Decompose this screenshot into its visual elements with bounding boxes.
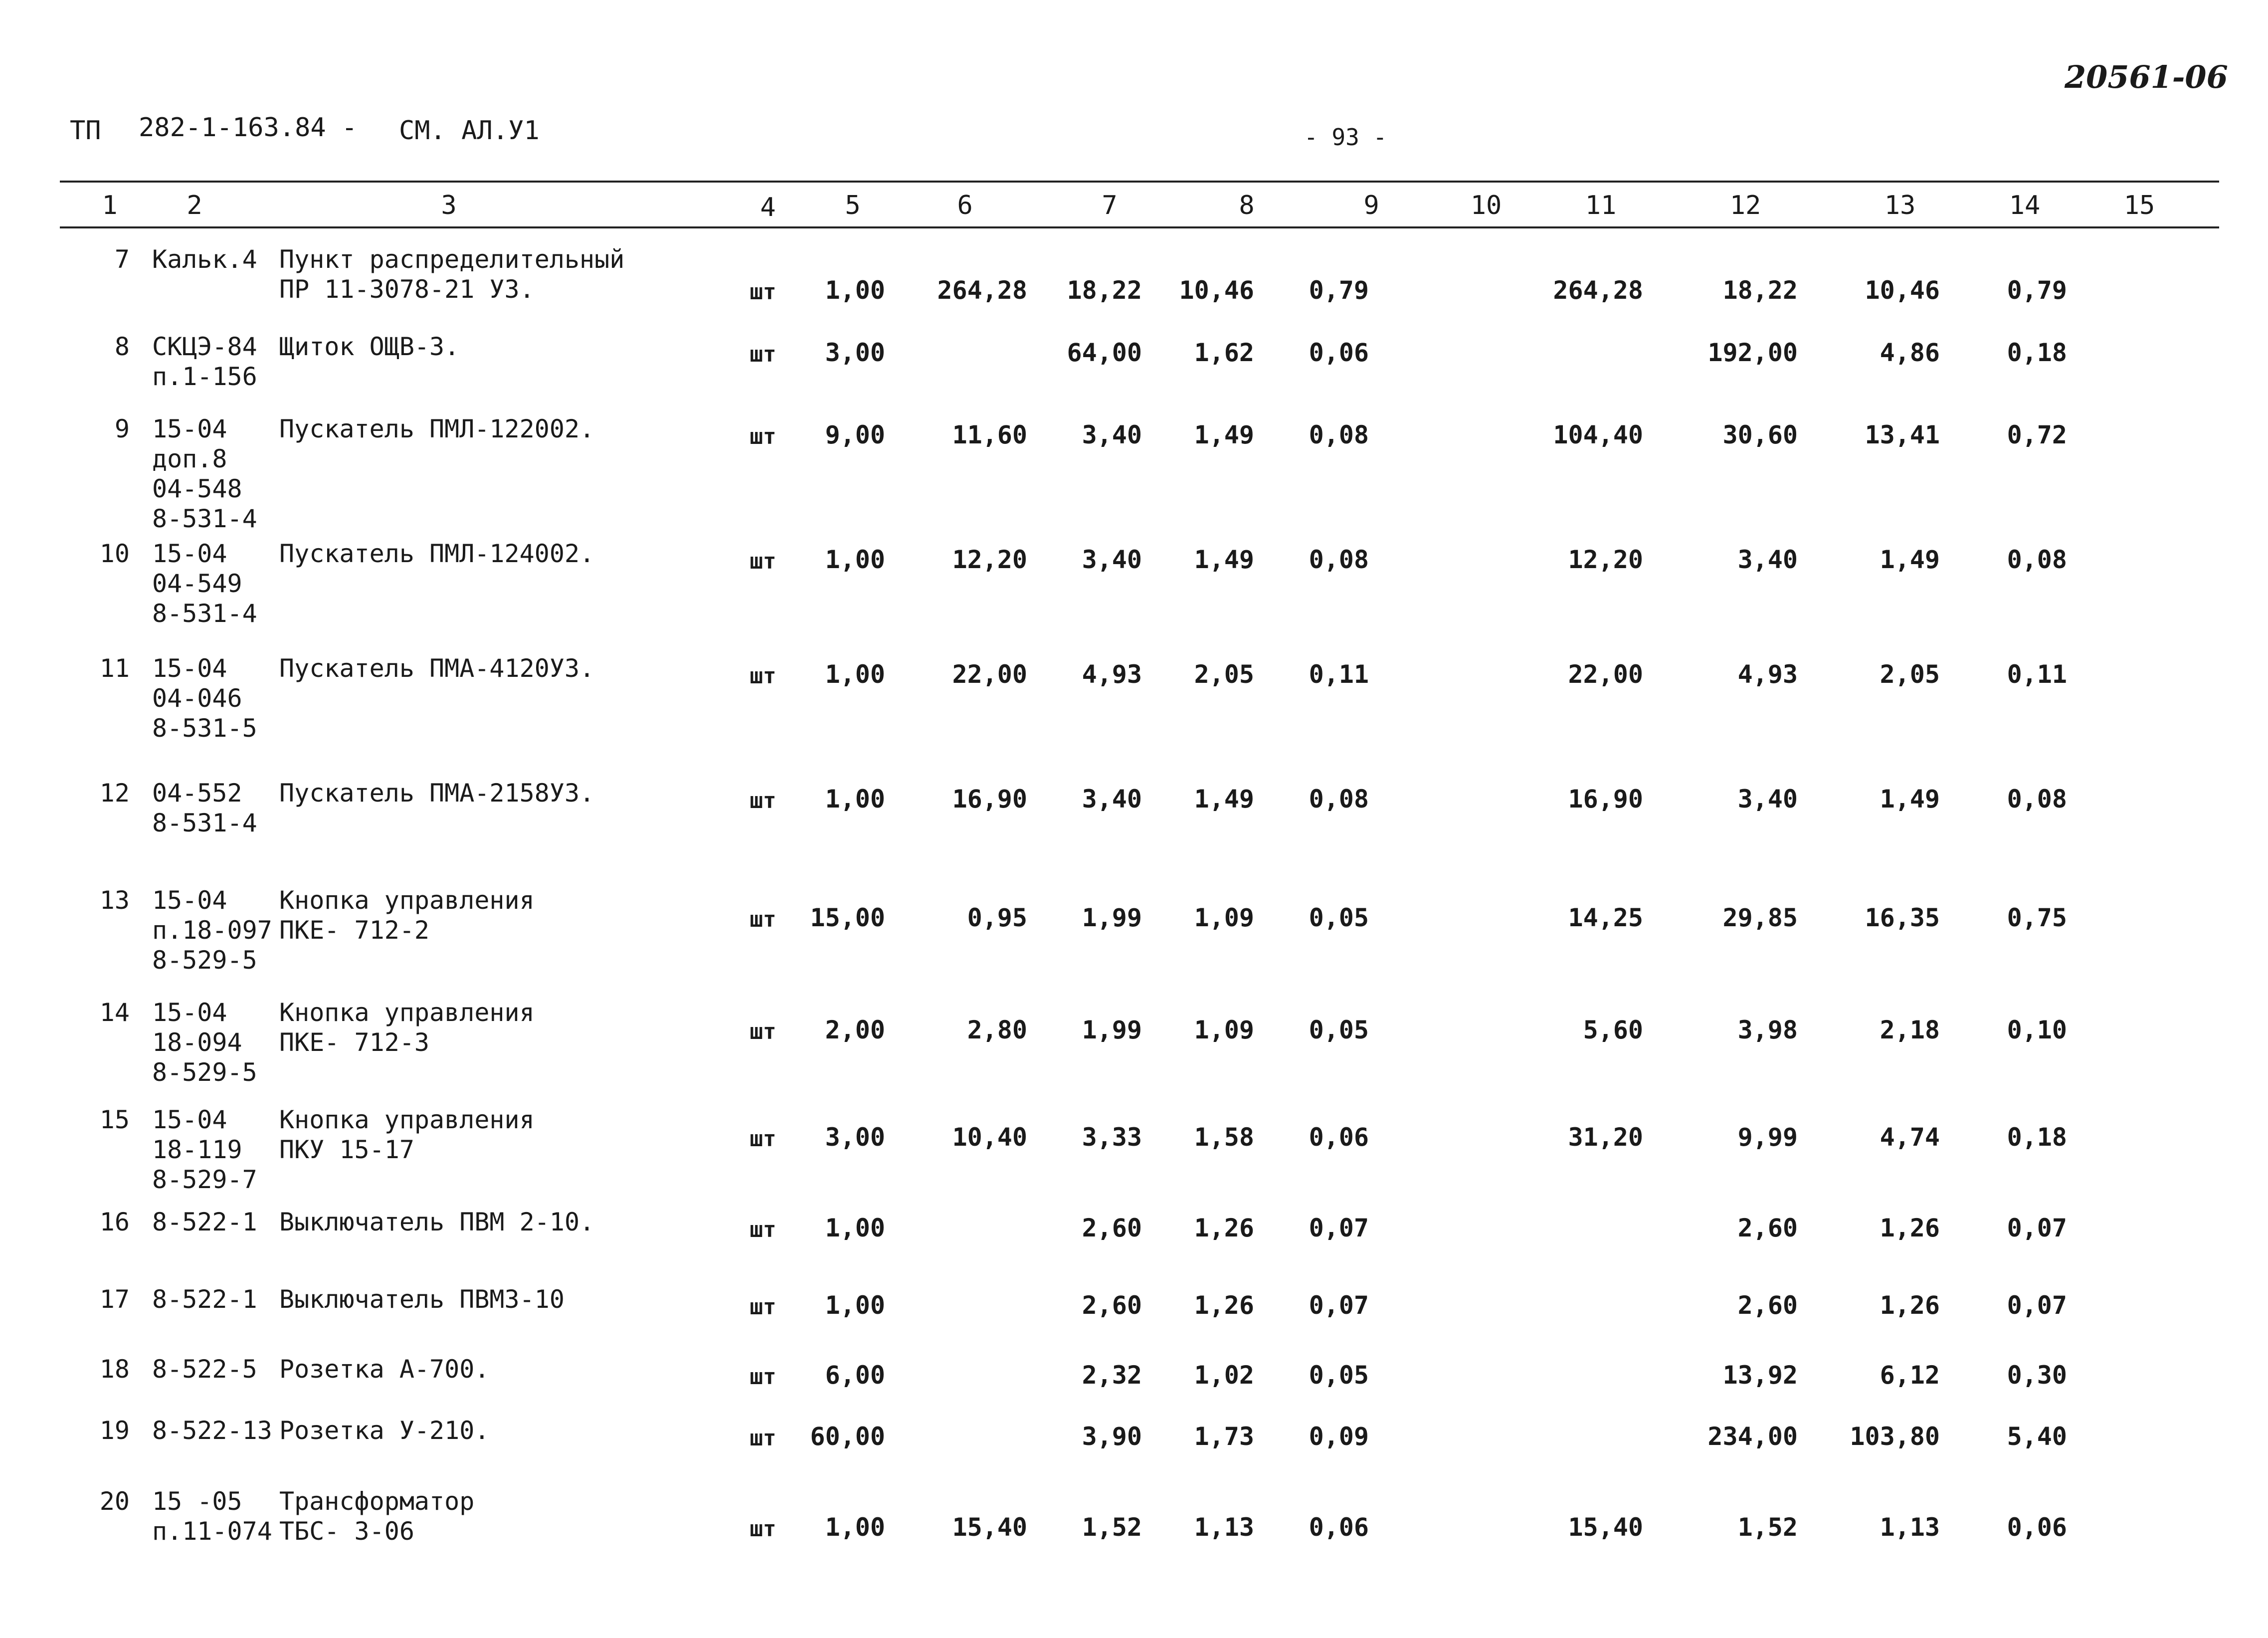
row-number: 14 bbox=[99, 998, 130, 1027]
row-value-c5: 1,00 bbox=[825, 276, 885, 305]
row-value-c11: 31,20 bbox=[1568, 1123, 1643, 1152]
table-top-rule bbox=[60, 181, 2219, 183]
row-code-line: доп.8 bbox=[152, 444, 227, 473]
row-value-c5: 2,00 bbox=[825, 1016, 885, 1044]
document-code: 282-1-163.84 - bbox=[139, 113, 358, 143]
row-value-c9: 0,07 bbox=[1309, 1214, 1369, 1242]
row-number: 19 bbox=[99, 1416, 130, 1445]
row-name-line: Пускатель ПМА-4120У3. bbox=[279, 654, 595, 683]
row-name-line: Трансформатор bbox=[279, 1487, 475, 1516]
col-header-12: 12 bbox=[1729, 191, 1761, 220]
row-code-line: 04-552 bbox=[152, 779, 242, 808]
row-unit: шт bbox=[750, 1126, 776, 1152]
row-code-line: 8-531-5 bbox=[152, 714, 257, 743]
row-unit: шт bbox=[750, 279, 776, 305]
corner-archive-mark: 20561-06 bbox=[2065, 59, 2228, 95]
row-name-line: Пускатель ПМЛ-124002. bbox=[279, 539, 595, 568]
row-value-c9: 0,08 bbox=[1309, 785, 1369, 814]
table-header-rule bbox=[60, 226, 2219, 228]
col-header-13: 13 bbox=[1884, 191, 1916, 220]
row-value-c14: 0,07 bbox=[2007, 1291, 2067, 1320]
row-value-c14: 0,79 bbox=[2007, 276, 2067, 305]
row-code-line: п.11-074 bbox=[152, 1517, 272, 1546]
row-value-c14: 0,75 bbox=[2007, 903, 2067, 932]
row-value-c6: 264,28 bbox=[937, 276, 1027, 305]
row-value-c7: 3,33 bbox=[1082, 1123, 1142, 1152]
row-value-c8: 1,49 bbox=[1194, 420, 1254, 449]
row-value-c11: 22,00 bbox=[1568, 660, 1643, 689]
row-value-c13: 1,26 bbox=[1880, 1291, 1940, 1320]
row-value-c7: 3,90 bbox=[1082, 1422, 1142, 1451]
col-header-9: 9 bbox=[1363, 191, 1379, 220]
row-code-line: 8-522-1 bbox=[152, 1285, 257, 1314]
row-value-c14: 0,18 bbox=[2007, 1123, 2067, 1152]
row-value-c13: 1,26 bbox=[1880, 1214, 1940, 1242]
row-value-c12: 3,40 bbox=[1737, 545, 1798, 574]
row-value-c9: 0,09 bbox=[1309, 1422, 1369, 1451]
row-code-line: 15 -05 bbox=[152, 1487, 242, 1516]
row-value-c8: 1,49 bbox=[1194, 545, 1254, 574]
row-value-c9: 0,06 bbox=[1309, 338, 1369, 367]
row-name-line: ТБС- 3-06 bbox=[279, 1517, 414, 1546]
row-value-c8: 1,26 bbox=[1194, 1214, 1254, 1242]
row-code-line: 04-549 bbox=[152, 569, 242, 598]
row-value-c8: 1,09 bbox=[1194, 903, 1254, 932]
row-value-c13: 1,49 bbox=[1880, 545, 1940, 574]
sheet-reference: СМ. АЛ.У1 bbox=[399, 116, 540, 146]
row-value-c13: 1,49 bbox=[1880, 785, 1940, 814]
row-value-c8: 1,73 bbox=[1194, 1422, 1254, 1451]
row-value-c6: 11,60 bbox=[952, 420, 1027, 449]
row-code-line: СКЦЭ-84 bbox=[152, 332, 257, 361]
row-name-line: Кнопка управления bbox=[279, 886, 535, 915]
row-value-c7: 3,40 bbox=[1082, 545, 1142, 574]
row-unit: шт bbox=[750, 1516, 776, 1542]
row-name-line: ПКУ 15-17 bbox=[279, 1135, 414, 1164]
row-code-line: 04-548 bbox=[152, 474, 242, 503]
row-value-c7: 2,32 bbox=[1082, 1361, 1142, 1390]
row-code-line: 8-522-13 bbox=[152, 1416, 272, 1445]
row-value-c14: 0,72 bbox=[2007, 420, 2067, 449]
row-code-line: п.1-156 bbox=[152, 362, 257, 391]
row-value-c12: 30,60 bbox=[1722, 420, 1798, 449]
row-code-line: 8-531-4 bbox=[152, 504, 257, 533]
row-value-c8: 1,09 bbox=[1194, 1016, 1254, 1044]
row-value-c9: 0,05 bbox=[1309, 1361, 1369, 1390]
row-name-line: Выключатель ПВМ3-10 bbox=[279, 1285, 565, 1314]
row-value-c6: 10,40 bbox=[952, 1123, 1027, 1152]
row-name-line: ПР 11-3078-21 У3. bbox=[279, 275, 535, 304]
row-value-c14: 0,18 bbox=[2007, 338, 2067, 367]
row-name-line: Пункт распределительный bbox=[279, 245, 625, 274]
row-number: 9 bbox=[114, 414, 130, 443]
row-value-c14: 0,06 bbox=[2007, 1513, 2067, 1542]
row-value-c12: 192,00 bbox=[1707, 338, 1798, 367]
row-value-c12: 9,99 bbox=[1737, 1123, 1798, 1152]
row-value-c12: 4,93 bbox=[1737, 660, 1798, 689]
row-value-c6: 22,00 bbox=[952, 660, 1027, 689]
row-value-c5: 6,00 bbox=[825, 1361, 885, 1390]
row-value-c9: 0,06 bbox=[1309, 1513, 1369, 1542]
row-value-c9: 0,08 bbox=[1309, 545, 1369, 574]
row-value-c9: 0,06 bbox=[1309, 1123, 1369, 1152]
row-code-line: 8-531-4 bbox=[152, 599, 257, 628]
row-value-c8: 2,05 bbox=[1194, 660, 1254, 689]
row-code-line: 18-119 bbox=[152, 1135, 242, 1164]
row-unit: шт bbox=[750, 663, 776, 689]
row-value-c6: 12,20 bbox=[952, 545, 1027, 574]
row-code-line: 8-529-5 bbox=[152, 946, 257, 975]
row-code-line: 15-04 bbox=[152, 886, 227, 915]
row-number: 8 bbox=[114, 332, 130, 361]
row-number: 18 bbox=[99, 1355, 130, 1384]
row-code-line: п.18-097 bbox=[152, 916, 272, 945]
row-unit: шт bbox=[750, 1217, 776, 1242]
row-name-line: Кнопка управления bbox=[279, 998, 535, 1027]
row-value-c11: 16,90 bbox=[1568, 785, 1643, 814]
row-value-c8: 10,46 bbox=[1179, 276, 1254, 305]
row-value-c5: 1,00 bbox=[825, 545, 885, 574]
row-value-c8: 1,62 bbox=[1194, 338, 1254, 367]
col-header-7: 7 bbox=[1102, 191, 1118, 220]
row-value-c5: 1,00 bbox=[825, 1291, 885, 1320]
row-name-line: Выключатель ПВМ 2-10. bbox=[279, 1208, 595, 1236]
col-header-3: 3 bbox=[441, 191, 457, 220]
row-code-line: 15-04 bbox=[152, 1105, 227, 1134]
row-value-c11: 264,28 bbox=[1553, 276, 1643, 305]
row-value-c13: 10,46 bbox=[1865, 276, 1940, 305]
row-code-line: 15-04 bbox=[152, 539, 227, 568]
row-name-line: ПКЕ- 712-2 bbox=[279, 916, 430, 945]
row-code-line: 8-531-4 bbox=[152, 809, 257, 837]
row-unit: шт bbox=[750, 424, 776, 449]
row-number: 11 bbox=[99, 654, 130, 683]
row-value-c7: 18,22 bbox=[1067, 276, 1142, 305]
row-number: 12 bbox=[99, 779, 130, 808]
row-value-c11: 14,25 bbox=[1568, 903, 1643, 932]
col-header-14: 14 bbox=[2009, 191, 2041, 220]
row-number: 16 bbox=[99, 1208, 130, 1236]
row-value-c7: 4,93 bbox=[1082, 660, 1142, 689]
row-code-line: 8-522-1 bbox=[152, 1208, 257, 1236]
row-value-c8: 1,26 bbox=[1194, 1291, 1254, 1320]
col-header-4: 4 bbox=[760, 193, 776, 222]
row-value-c7: 64,00 bbox=[1067, 338, 1142, 367]
row-number: 10 bbox=[99, 539, 130, 568]
page-number: - 93 - bbox=[1304, 124, 1387, 151]
row-value-c12: 2,60 bbox=[1737, 1291, 1798, 1320]
col-header-6: 6 bbox=[957, 191, 973, 220]
row-code-line: 04-046 bbox=[152, 684, 242, 713]
row-value-c8: 1,02 bbox=[1194, 1361, 1254, 1390]
col-header-2: 2 bbox=[187, 191, 202, 220]
row-value-c8: 1,49 bbox=[1194, 785, 1254, 814]
tp-label: ТП bbox=[70, 116, 101, 146]
row-unit: шт bbox=[750, 1019, 776, 1044]
row-name-line: Пускатель ПМА-2158У3. bbox=[279, 779, 595, 808]
row-value-c14: 0,11 bbox=[2007, 660, 2067, 689]
row-value-c8: 1,58 bbox=[1194, 1123, 1254, 1152]
row-value-c6: 2,80 bbox=[967, 1016, 1027, 1044]
row-value-c5: 9,00 bbox=[825, 420, 885, 449]
row-value-c9: 0,11 bbox=[1309, 660, 1369, 689]
row-unit: шт bbox=[750, 788, 776, 814]
row-value-c12: 234,00 bbox=[1707, 1422, 1798, 1451]
row-value-c9: 0,05 bbox=[1309, 1016, 1369, 1044]
row-number: 17 bbox=[99, 1285, 130, 1314]
row-code-line: Кальк.4 bbox=[152, 245, 257, 274]
row-unit: шт bbox=[750, 1294, 776, 1320]
row-value-c13: 13,41 bbox=[1865, 420, 1940, 449]
row-value-c14: 0,10 bbox=[2007, 1016, 2067, 1044]
row-value-c7: 3,40 bbox=[1082, 420, 1142, 449]
row-value-c5: 15,00 bbox=[810, 903, 885, 932]
row-value-c9: 0,08 bbox=[1309, 420, 1369, 449]
row-code-line: 8-529-5 bbox=[152, 1058, 257, 1087]
row-code-line: 15-04 bbox=[152, 654, 227, 683]
row-value-c12: 29,85 bbox=[1722, 903, 1798, 932]
row-value-c5: 3,00 bbox=[825, 338, 885, 367]
row-value-c14: 5,40 bbox=[2007, 1422, 2067, 1451]
row-value-c9: 0,05 bbox=[1309, 903, 1369, 932]
row-code-line: 15-04 bbox=[152, 414, 227, 443]
row-value-c7: 1,99 bbox=[1082, 903, 1142, 932]
row-value-c7: 1,99 bbox=[1082, 1016, 1142, 1044]
col-header-15: 15 bbox=[2123, 191, 2155, 220]
row-name-line: Розетка У-210. bbox=[279, 1416, 490, 1445]
row-value-c12: 2,60 bbox=[1737, 1214, 1798, 1242]
row-value-c13: 6,12 bbox=[1880, 1361, 1940, 1390]
row-code-line: 8-529-7 bbox=[152, 1165, 257, 1194]
row-value-c13: 103,80 bbox=[1850, 1422, 1940, 1451]
row-value-c7: 2,60 bbox=[1082, 1214, 1142, 1242]
row-value-c13: 4,74 bbox=[1880, 1123, 1940, 1152]
row-value-c5: 1,00 bbox=[825, 1214, 885, 1242]
row-value-c14: 0,08 bbox=[2007, 545, 2067, 574]
row-value-c13: 4,86 bbox=[1880, 338, 1940, 367]
row-value-c8: 1,13 bbox=[1194, 1513, 1254, 1542]
row-value-c11: 5,60 bbox=[1583, 1016, 1643, 1044]
row-value-c12: 13,92 bbox=[1722, 1361, 1798, 1390]
row-unit: шт bbox=[750, 342, 776, 367]
row-unit: шт bbox=[750, 549, 776, 574]
row-value-c5: 1,00 bbox=[825, 660, 885, 689]
col-header-10: 10 bbox=[1470, 191, 1502, 220]
row-value-c12: 3,98 bbox=[1737, 1016, 1798, 1044]
row-value-c9: 0,07 bbox=[1309, 1291, 1369, 1320]
row-name-line: Пускатель ПМЛ-122002. bbox=[279, 414, 595, 443]
row-value-c7: 1,52 bbox=[1082, 1513, 1142, 1542]
col-header-1: 1 bbox=[102, 191, 118, 220]
row-value-c6: 16,90 bbox=[952, 785, 1027, 814]
row-number: 7 bbox=[114, 245, 130, 274]
row-value-c14: 0,07 bbox=[2007, 1214, 2067, 1242]
row-value-c7: 2,60 bbox=[1082, 1291, 1142, 1320]
row-value-c11: 104,40 bbox=[1553, 420, 1643, 449]
row-number: 13 bbox=[99, 886, 130, 915]
row-name-line: Щиток ОЩВ-3. bbox=[279, 332, 460, 361]
row-value-c5: 60,00 bbox=[810, 1422, 885, 1451]
row-name-line: Розетка А-700. bbox=[279, 1355, 490, 1384]
col-header-5: 5 bbox=[845, 191, 861, 220]
row-value-c11: 15,40 bbox=[1568, 1513, 1643, 1542]
row-value-c5: 3,00 bbox=[825, 1123, 885, 1152]
row-code-line: 18-094 bbox=[152, 1028, 242, 1057]
row-value-c12: 1,52 bbox=[1737, 1513, 1798, 1542]
row-value-c11: 12,20 bbox=[1568, 545, 1643, 574]
row-value-c14: 0,08 bbox=[2007, 785, 2067, 814]
row-value-c14: 0,30 bbox=[2007, 1361, 2067, 1390]
row-number: 20 bbox=[99, 1487, 130, 1516]
row-name-line: Кнопка управления bbox=[279, 1105, 535, 1134]
row-value-c13: 2,05 bbox=[1880, 660, 1940, 689]
row-unit: шт bbox=[750, 907, 776, 932]
row-value-c5: 1,00 bbox=[825, 1513, 885, 1542]
row-value-c5: 1,00 bbox=[825, 785, 885, 814]
row-number: 15 bbox=[99, 1105, 130, 1134]
row-value-c13: 1,13 bbox=[1880, 1513, 1940, 1542]
row-value-c6: 0,95 bbox=[967, 903, 1027, 932]
row-value-c13: 16,35 bbox=[1865, 903, 1940, 932]
row-value-c12: 3,40 bbox=[1737, 785, 1798, 814]
col-header-11: 11 bbox=[1585, 191, 1617, 220]
row-value-c13: 2,18 bbox=[1880, 1016, 1940, 1044]
row-unit: шт bbox=[750, 1364, 776, 1390]
row-name-line: ПКЕ- 712-3 bbox=[279, 1028, 430, 1057]
col-header-8: 8 bbox=[1239, 191, 1255, 220]
row-value-c12: 18,22 bbox=[1722, 276, 1798, 305]
row-code-line: 15-04 bbox=[152, 998, 227, 1027]
row-value-c9: 0,79 bbox=[1309, 276, 1369, 305]
row-value-c6: 15,40 bbox=[952, 1513, 1027, 1542]
row-code-line: 8-522-5 bbox=[152, 1355, 257, 1384]
row-unit: шт bbox=[750, 1426, 776, 1451]
row-value-c7: 3,40 bbox=[1082, 785, 1142, 814]
